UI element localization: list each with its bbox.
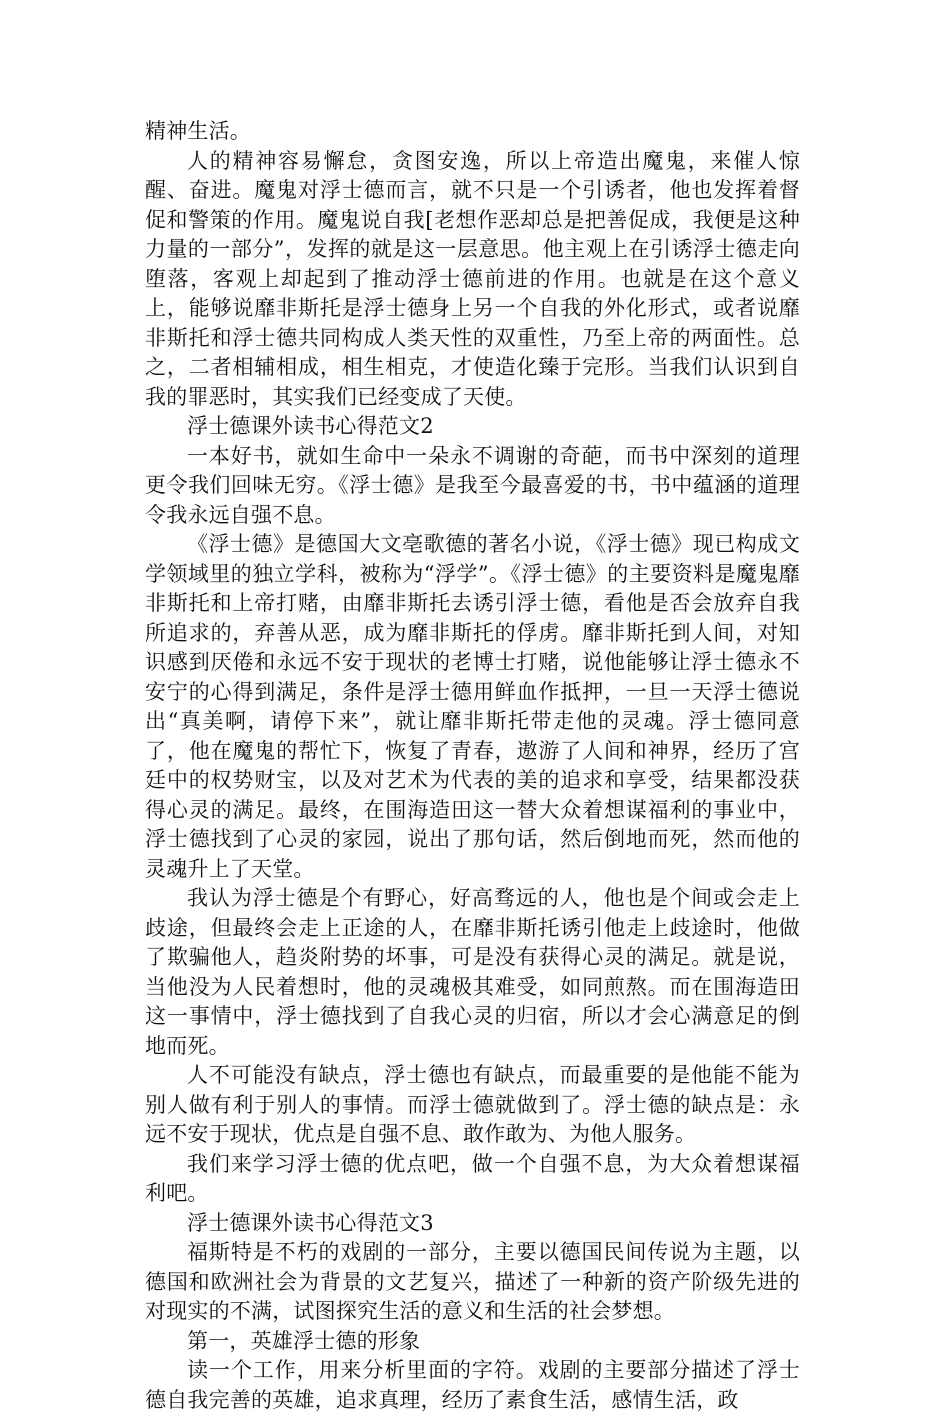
paragraph-strengths-weaknesses: 人不可能没有缺点，浮士德也有缺点，而最重要的是他能不能为别人做有利于别人的事情。而浮士德就做到了。浮士德的缺点是：永远不安于现状，优点是自强不息、敢作敢为、为他人服务。 xyxy=(145,1063,800,1146)
document-body xyxy=(145,117,800,1415)
paragraph-analysis: 读一个工作，用来分析里面的字符。戏剧的主要部分描述了浮士德自我完善的英雄，追求真理，经历了素食生活，感情生活，政 xyxy=(145,1358,800,1412)
subsection-heading-hero: 第一，英雄浮士德的形象 xyxy=(187,1328,421,1353)
paragraph-good-book: 一本好书，就如生命中一朵永不调谢的奇葩，而书中深刻的道理更令我们回味无穷。《浮士德》是我至今最喜爱的书，书中蕴涵的道理令我永远自强不息。 xyxy=(145,443,800,527)
paragraph-devil-role: 人的精神容易懈怠，贪图安逸，所以上帝造出魔鬼，来催人惊醒、奋进。魔鬼对浮士德而言，就不只是一个引诱者，他也发挥着督促和警策的作用。魔鬼说自我[老想作恶却总是把善促成，我便是这种力量的一部分”，发挥的就是这一层意思。他主观上在引诱浮士德走向堕落，客观上却起到了推动浮士德前进的作用。也就是在这个意义上，能够说靡非斯托是浮士德身上另一个自我的外化形式，或者说靡非斯托和浮士德共同构成人类天性的双重性，乃至上帝的两面性。总之，二者相辅相成，相生相克，才使造化臻于完形。当我们认识到自我的罪恶时，其实我们已经变成了天使。 xyxy=(145,148,800,409)
paragraph-plot-summary: 《浮士德》是德国大文亳歌德的著名小说，《浮士德》现已构成文学领域里的独立学科，被称为“浮学”。《浮士德》的主要资料是魔鬼靡非斯托和上帝打赌，由靡非斯托去诱引浮士德，看他是否会放弃自我所追求的，弃善从恶，成为靡非斯托的俘虏。靡非斯托到人间，对知识感到厌倦和永远不安于现状的老博士打赌，说他能够让浮士德永不安宁的心得到满足，条件是浮士德用鲜血作抵押，一旦一天浮士德说出“真美啊，请停下来”，就让靡非斯托带走他的灵魂。浮士德同意了，他在魔鬼的帮忙下，恢复了青春，遨游了人间和神界，经历了宫廷中的权势财宝，以及对艺术为代表的美的追求和享受，结果都没获得心灵的满足。最终，在围海造田这一替大众着想谋福利的事业中，浮士德找到了心灵的家园，说出了那句话，然后倒地而死，然而他的灵魂升上了天堂。 xyxy=(145,532,800,881)
paragraph-intro-3: 福斯特是不朽的戏剧的一部分，主要以德国民间传说为主题，以德国和欧洲社会为背景的文艺复兴，描述了一种新的资产阶级先进的对现实的不满，试图探究生活的意义和生活的社会梦想。 xyxy=(145,1240,800,1323)
section-heading-3: 浮士德课外读书心得范文3 xyxy=(187,1210,434,1235)
paragraph-conclusion: 我们来学习浮士德的优点吧，做一个自强不息，为大众着想谋福利吧。 xyxy=(145,1151,800,1205)
section-heading-2: 浮士德课外读书心得范文2 xyxy=(187,414,434,438)
paragraph-opinion: 我认为浮士德是个有野心，好高骛远的人，他也是个间或会走上歧途，但最终会走上正途的人，在靡非斯托诱引他走上歧途时，他做了欺骗他人，趋炎附势的坏事，可是没有获得心灵的满足。就是说，当他没为人民着想时，他的灵魂极其难受，如同煎熬。而在围海造田这一事情中，浮士德找到了自我心灵的归宿，所以才会心满意足的倒地而死。 xyxy=(145,886,800,1058)
paragraph-continuation: 精神生活。 xyxy=(145,119,251,143)
